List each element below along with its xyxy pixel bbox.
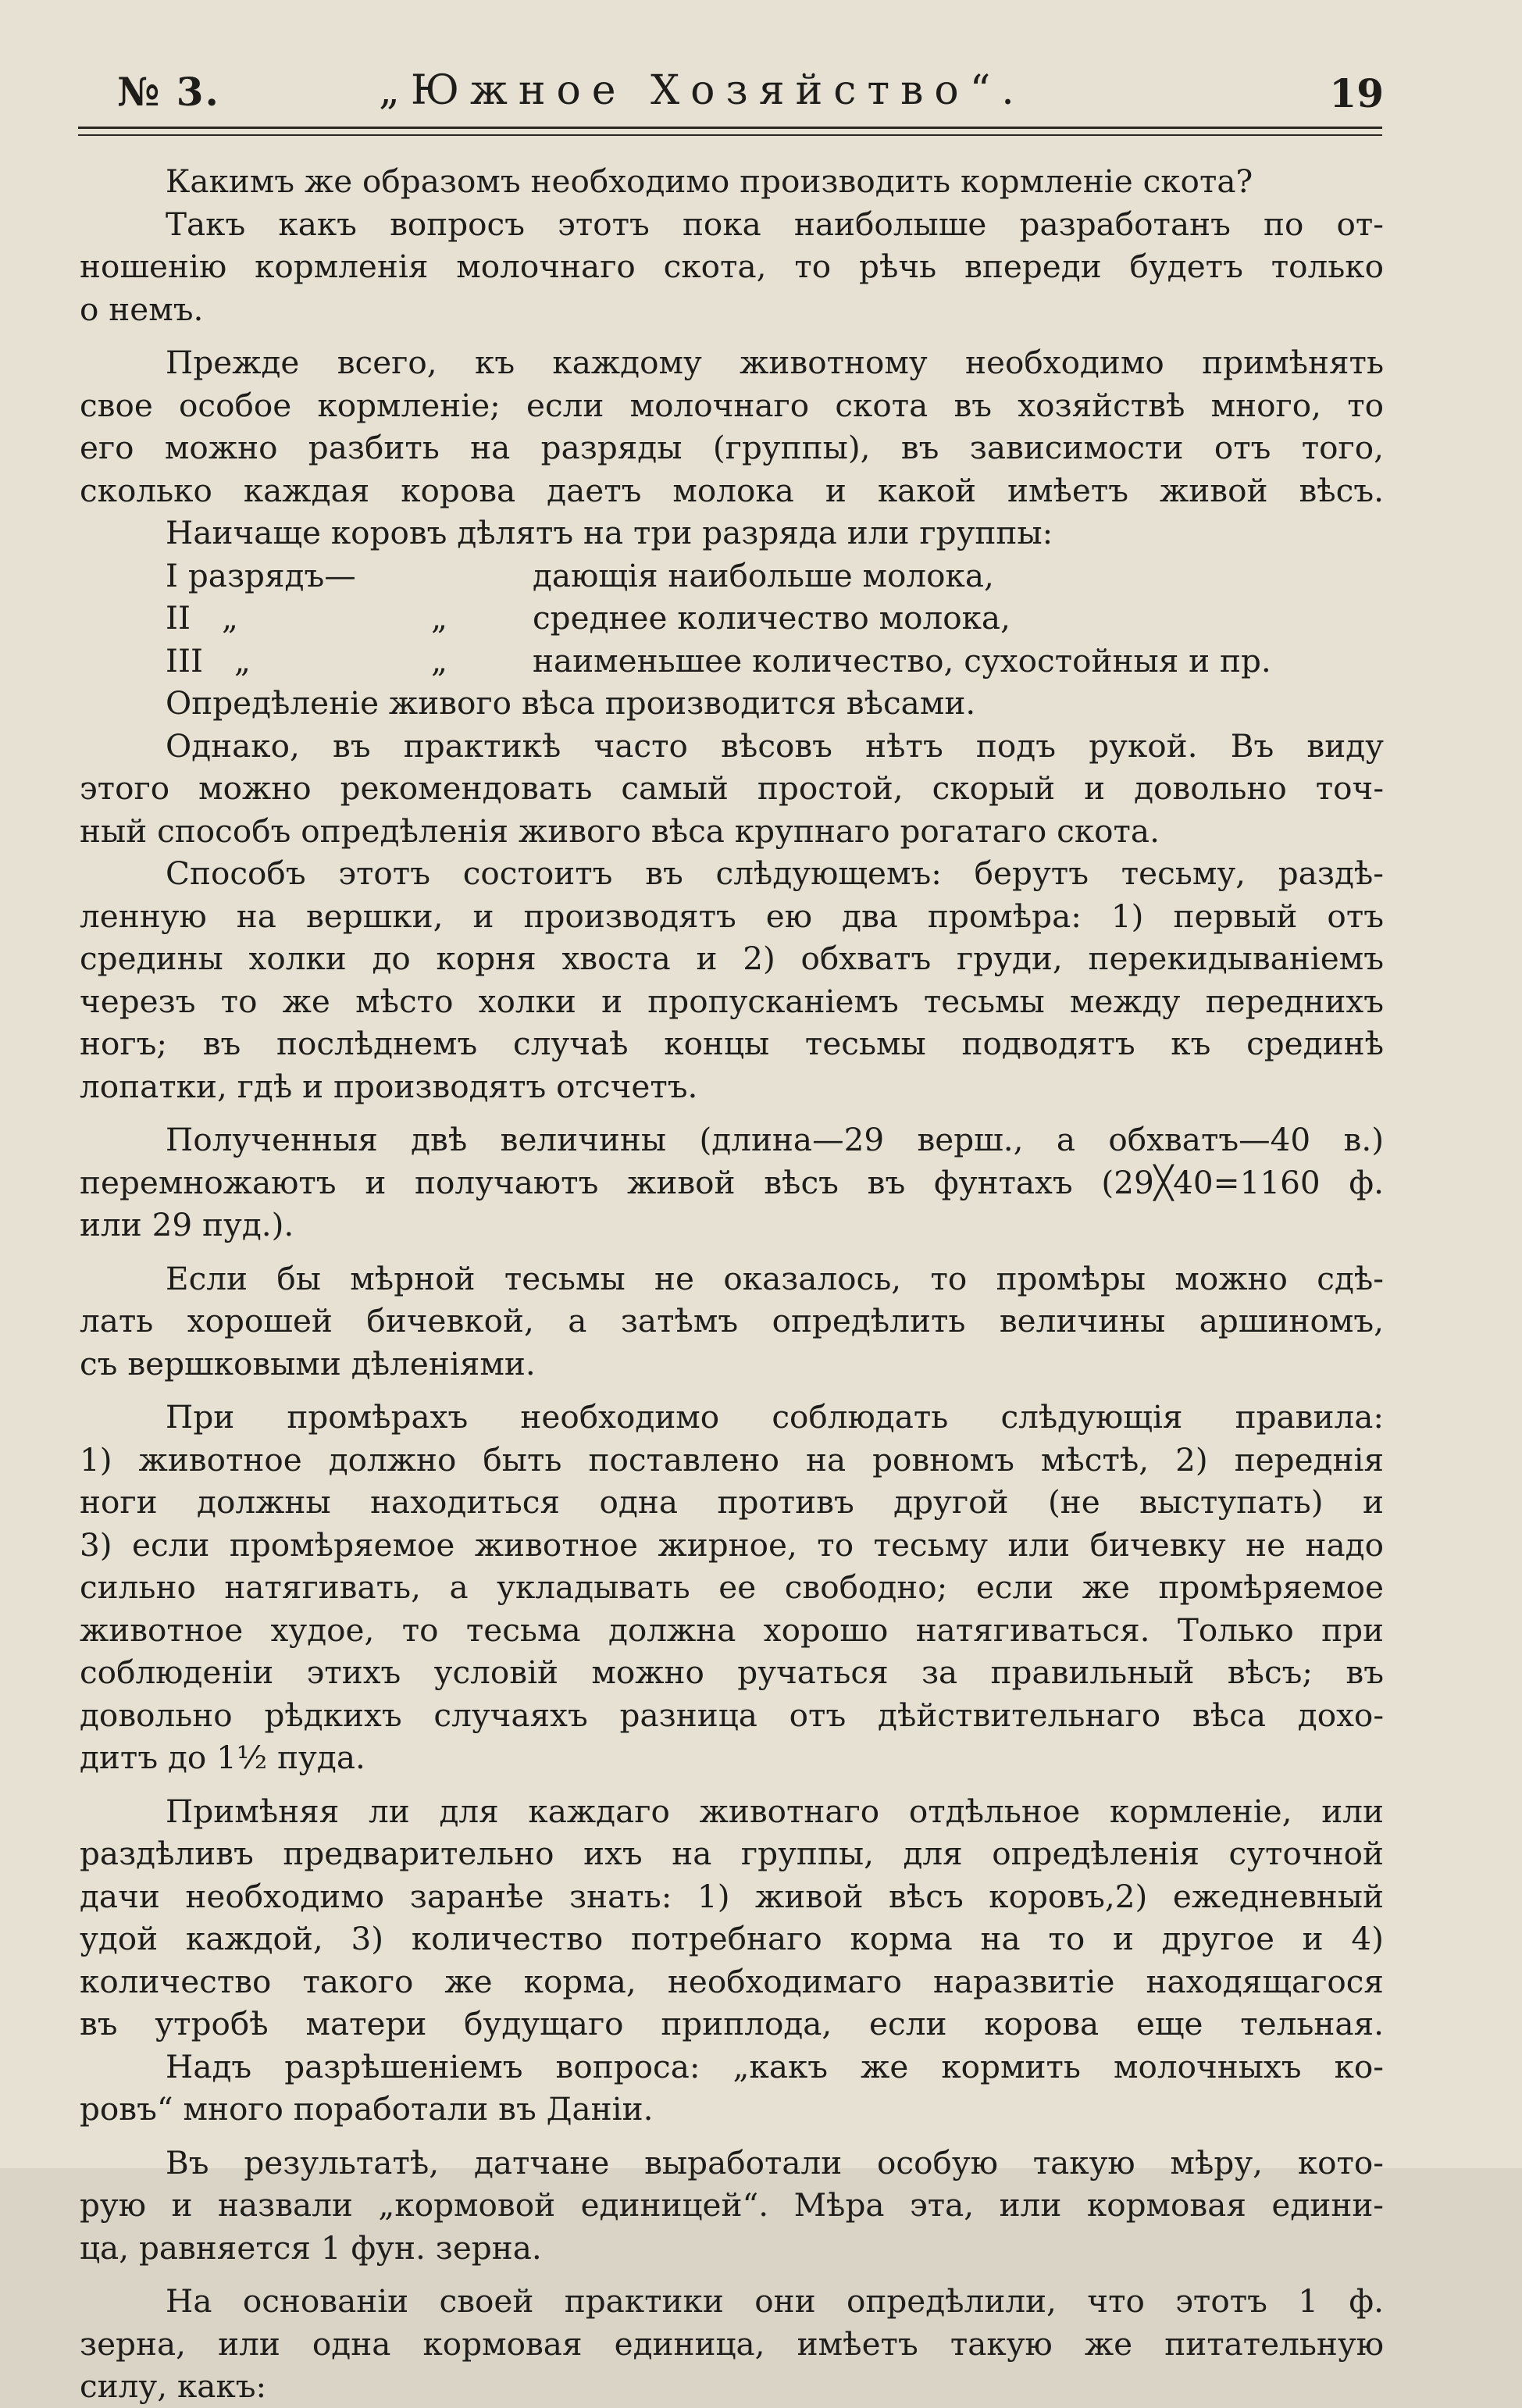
ditto-mark: „ <box>431 641 447 680</box>
text-line: Способъ этотъ состоитъ въ слѣдующемъ: берутъ тесьму, раздѣ- <box>166 854 1384 892</box>
text-line: ный способъ опредѣленія живого вѣса крупнаго рогатаго скота. <box>80 812 1160 850</box>
text-line: ногъ; въ послѣднемъ случаѣ концы тесьмы подводятъ къ срединѣ <box>80 1025 1384 1062</box>
text-line: рую и назвали „кормовой единицей“. Мѣра эта, или кормовая едини- <box>80 2186 1384 2224</box>
text-line: Въ результатѣ, датчане выработали особую такую мѣру, кото- <box>166 2143 1384 2181</box>
grade-number: II „ <box>166 599 238 637</box>
text-line: При промѣрахъ необходимо соблюдать слѣдующія правила: <box>166 1398 1384 1436</box>
text-line: въ утробѣ матери будущаго приплода, если корова еще тельная. <box>80 2005 1384 2042</box>
text-line: зерна, или одна кормовая единица, имѣетъ такую же питательную <box>80 2324 1384 2363</box>
grade-number: I разрядъ— <box>166 556 356 594</box>
text-line: Полученныя двѣ величины (длина—29 верш., а обхватъ—40 в.) <box>166 1121 1384 1158</box>
text-line: Надъ разрѣшеніемъ вопроса: „какъ же кормить молочныхъ ко- <box>166 2047 1384 2085</box>
paragraph-block-main <box>80 682 1384 2408</box>
text-line: ноги должны находиться одна противъ другой (не выступать) и <box>80 1483 1384 1521</box>
grade-number: III „ <box>166 641 251 680</box>
running-header <box>78 69 1398 131</box>
text-line: Какимъ же образомъ необходимо производить кормленіе скота? <box>166 162 1253 200</box>
text-line: лопатки, гдѣ и производятъ отсчетъ. <box>80 1067 698 1105</box>
paragraph-block-intro <box>80 160 1384 555</box>
text-line: ровъ“ много поработали въ Даніи. <box>80 2090 654 2128</box>
header-rule-bottom <box>78 134 1382 136</box>
text-line: 1) животное должно быть поставлено на ровномъ мѣстѣ, 2) переднія <box>80 1440 1384 1479</box>
text-line: Примѣняя ли для каждаго животнаго отдѣльное кормленіе, или <box>166 1792 1384 1830</box>
ditto-mark: „ <box>222 599 238 637</box>
text-line: соблюденіи этихъ условій можно ручаться за правильный вѣсъ; въ <box>80 1653 1384 1691</box>
page-number: 19 <box>1329 70 1384 116</box>
text-line: Прежде всего, къ каждому животному необходимо примѣнять <box>166 344 1384 381</box>
text-line: средины холки до корня хвоста и 2) обхватъ груди, перекидываніемъ <box>80 940 1384 977</box>
text-line: съ вершковыми дѣленіями. <box>80 1344 536 1382</box>
text-line: На основаніи своей практики они опредѣлили, что этотъ 1 ф. <box>166 2282 1384 2320</box>
text-line: лать хорошей бичевкой, а затѣмъ опредѣлить величины аршиномъ, <box>80 1302 1384 1340</box>
text-line: ца, равняется 1 фун. зерна. <box>80 2228 542 2267</box>
text-line: Если бы мѣрной тесьмы не оказалось, то промѣры можно сдѣ- <box>166 1259 1384 1297</box>
text-line: удой каждой, 3) количество потребнаго корма на то и другое и 4) <box>80 1920 1384 1957</box>
text-line: сколько каждая корова даетъ молока и какой имѣетъ живой вѣсъ. <box>80 471 1384 509</box>
text-line: о немъ. <box>80 290 204 328</box>
text-line: его можно разбить на разряды (группы), въ зависимости отъ того, <box>80 429 1384 466</box>
text-line: Такъ какъ вопросъ этотъ пока наиболыше разработанъ по от- <box>166 205 1384 243</box>
text-line: перемножаютъ и получаютъ живой вѣсъ въ фунтахъ (29╳40=1160 ф. <box>80 1163 1384 1201</box>
grade-description: среднее количество молока, <box>533 599 1011 637</box>
text-line: раздѣливъ предварительно ихъ на группы, для опредѣленія суточной <box>80 1835 1384 1872</box>
issue-number: № 3. <box>117 69 220 115</box>
text-line: этого можно рекомендовать самый простой, скорый и довольно точ- <box>80 769 1384 807</box>
ditto-mark: „ <box>431 599 447 637</box>
text-line: 3) если промѣряемое животное жирное, то тесьму или бичевку не надо <box>80 1525 1384 1564</box>
grade-row <box>80 555 1384 598</box>
grade-row <box>80 640 1384 683</box>
header-rule-top <box>78 127 1382 129</box>
ditto-mark: „ <box>234 641 251 680</box>
text-line: свое особое кормленіе; если молочнаго скота въ хозяйствѣ много, то <box>80 386 1384 424</box>
text-line: количество такого же корма, необходимаго наразвитіе находящагося <box>80 1962 1384 2000</box>
text-line: ленную на вершки, и производятъ ею два промѣра: 1) первый отъ <box>80 897 1384 935</box>
cow-grades-list <box>80 555 1384 683</box>
text-line: ношенію кормленія молочнаго скота, то рѣчь впереди будетъ только <box>80 248 1384 285</box>
text-line: довольно рѣдкихъ случаяхъ разница отъ дѣйствительнаго вѣса дохо- <box>80 1696 1384 1734</box>
text-line: черезъ то же мѣсто холки и пропусканіемъ тесьмы между переднихъ <box>80 982 1384 1020</box>
text-line: дачи необходимо заранѣе знать: 1) живой вѣсъ коровъ,2) ежедневный <box>80 1877 1384 1915</box>
text-line: Однако, въ практикѣ часто вѣсовъ нѣтъ подъ рукой. Въ виду <box>166 726 1384 765</box>
text-line: сильно натягивать, а укладывать ее свободно; если же промѣряемое <box>80 1568 1384 1606</box>
grade-row <box>80 597 1384 640</box>
grade-description: наименьшее количество, сухостойныя и пр. <box>533 641 1271 680</box>
text-line: Наичаще коровъ дѣлятъ на три разряда или группы: <box>166 514 1053 551</box>
text-line: животное худое, то тесьма должна хорошо натягиваться. Только при <box>80 1611 1384 1649</box>
text-line: или 29 пуд.). <box>80 1206 294 1243</box>
article-body <box>80 160 1384 2408</box>
text-line: дитъ до 1½ пуда. <box>80 1739 365 1776</box>
journal-title: „Южное Хозяйство“. <box>379 67 1025 114</box>
grade-description: дающія наибольше молока, <box>533 556 994 594</box>
text-line: силу, какъ: <box>80 2367 267 2405</box>
text-line: Опредѣленіе живого вѣса производится вѣсами. <box>166 684 976 722</box>
